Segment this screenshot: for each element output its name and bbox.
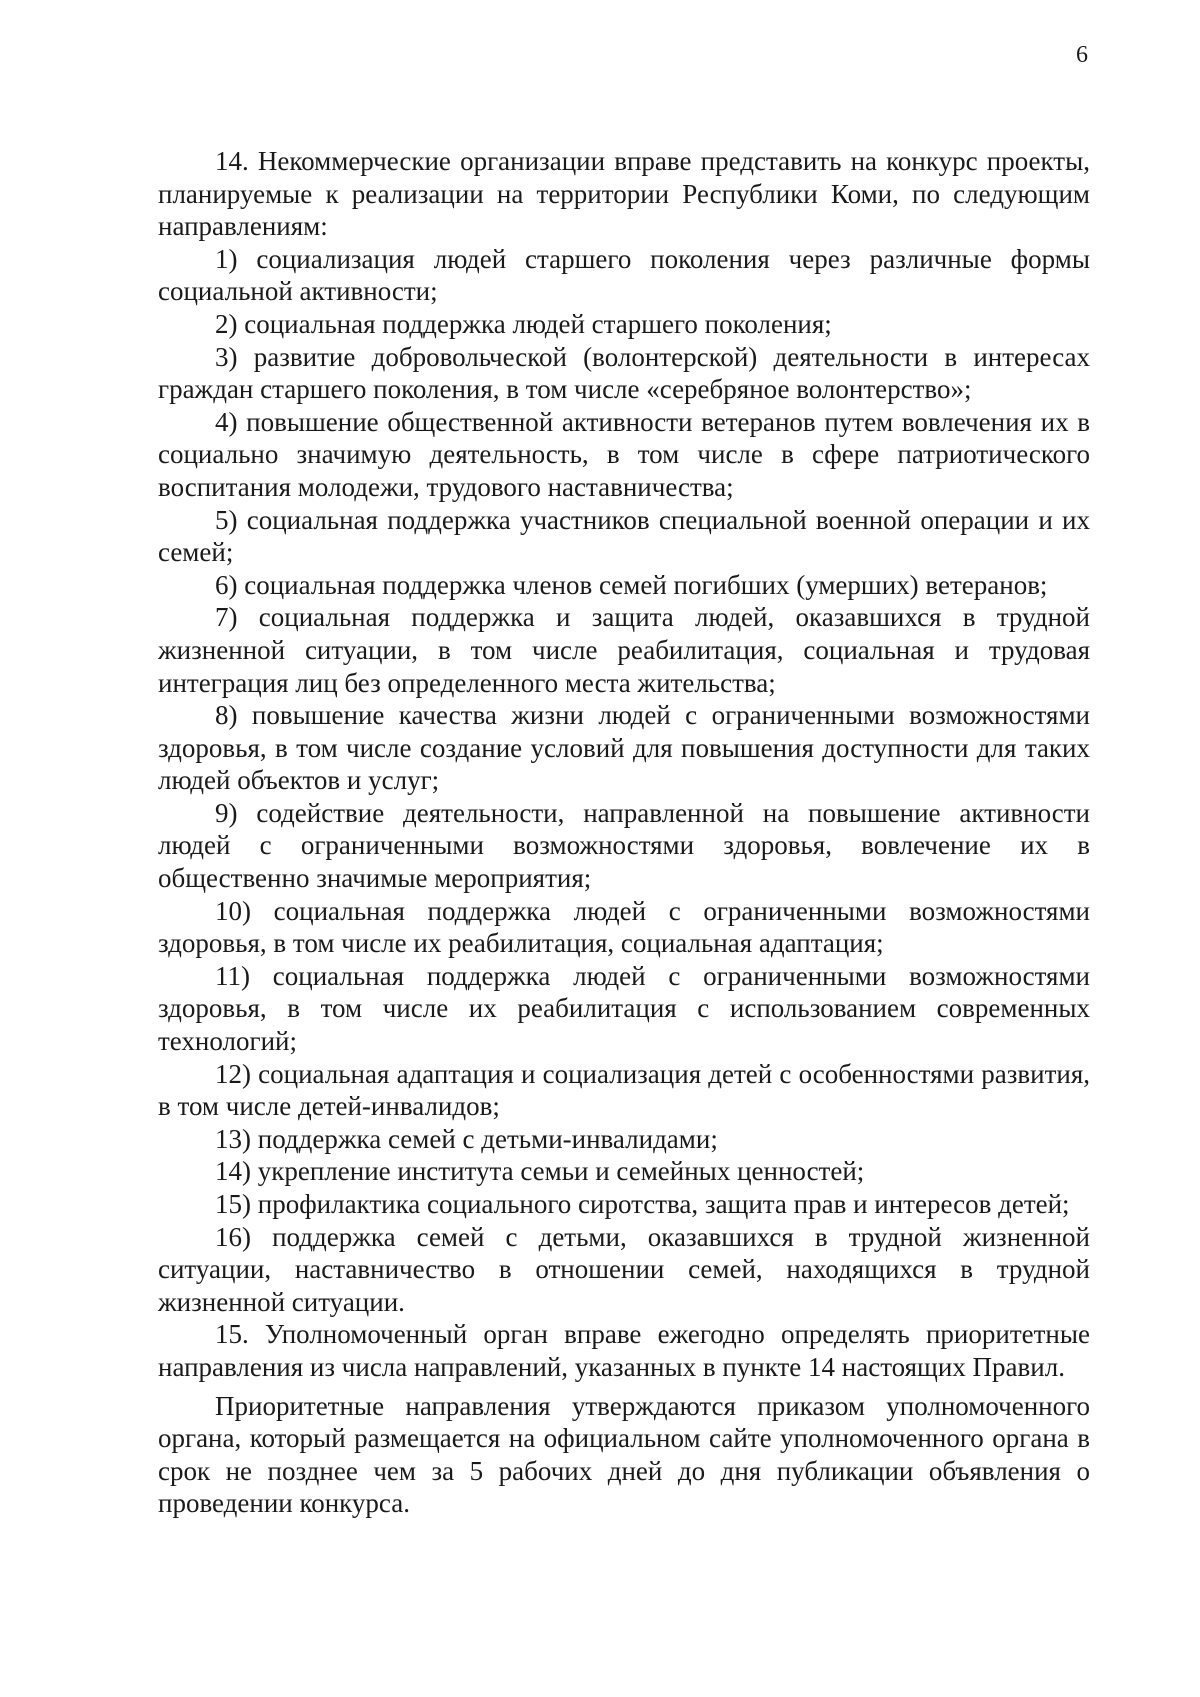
list-item-7: 7) социальная поддержка и защита людей, оказавшихся в трудной жизненной ситуации, в том числе реабилитация, социальная и трудовая интеграция лиц без определенного места жительства; <box>158 602 1090 698</box>
paragraph-item-15: 15. Уполномоченный орган вправе ежегодно определять приоритетные направления из числа направлений, указанных в пункте 14 настоящих Правил. <box>158 1319 1090 1382</box>
list-item-2: 2) социальная поддержка людей старшего поколения; <box>215 308 832 339</box>
list-item-5: 5) социальная поддержка участников специальной военной операции и их семей; <box>158 504 1090 568</box>
list-item-4: 4) повышение общественной активности ветеранов путем вовлечения их в социально значимую деятельность, в том числе в сфере патриотического воспитания молодежи, трудового наставничества; <box>158 406 1090 502</box>
list-item-6: 6) социальная поддержка членов семей погибших (умерших) ветеранов; <box>215 569 1048 600</box>
list-item-3: 3) развитие добровольческой (волонтерской) деятельности в интересах граждан старшего поколения, в том числе «серебряное волонтерство»; <box>158 341 1090 405</box>
paragraph-item-14: 14. Некоммерческие организации вправе представить на конкурс проекты, планируемые к реализации на территории Республики Коми, по следующим направлениям: <box>158 146 1090 242</box>
list-item-8: 8) повышение качества жизни людей с ограниченными возможностями здоровья, в том числе создание условий для повышения доступности для таких людей объектов и услуг; <box>158 700 1090 796</box>
document-body <box>158 145 1090 1520</box>
list-item-9: 9) содействие деятельности, направленной на повышение активности людей с ограниченными возможностями здоровья, вовлечение их в общественно значимые мероприятия; <box>158 797 1090 894</box>
list-item-10: 10) социальная поддержка людей с ограниченными возможностями здоровья, в том числе их реабилитация, социальная адаптация; <box>158 895 1090 959</box>
list-item-14: 14) укрепление института семьи и семейных ценностей; <box>215 1156 865 1187</box>
list-item-11: 11) социальная поддержка людей с ограниченными возможностями здоровья, в том числе их реабилитация с использованием современных технологий; <box>158 960 1090 1057</box>
list-item-12: 12) социальная адаптация и социализация детей с особенностями развития, в том числе детей-инвалидов; <box>158 1058 1090 1122</box>
list-item-16: 16) поддержка семей с детьми, оказавшихся в трудной жизненной ситуации, наставничество в отношении семей, находящихся в трудной жизненной ситуации. <box>158 1221 1090 1317</box>
list-item-13: 13) поддержка семей с детьми-инвалидами; <box>215 1123 718 1154</box>
paragraph-priority-directions: Приоритетные направления утверждаются приказом уполномоченного органа, который размещается на официальном сайте уполномоченного органа в срок не позднее чем за 5 рабочих дней до дня публикации объявления о проведении конкурса. <box>158 1390 1090 1519</box>
list-item-15: 15) профилактика социального сиротства, защита прав и интересов детей; <box>215 1189 1070 1219</box>
list-item-1: 1) социализация людей старшего поколения через различные формы социальной активности; <box>158 243 1090 307</box>
page-number: 6 <box>1076 42 1088 68</box>
